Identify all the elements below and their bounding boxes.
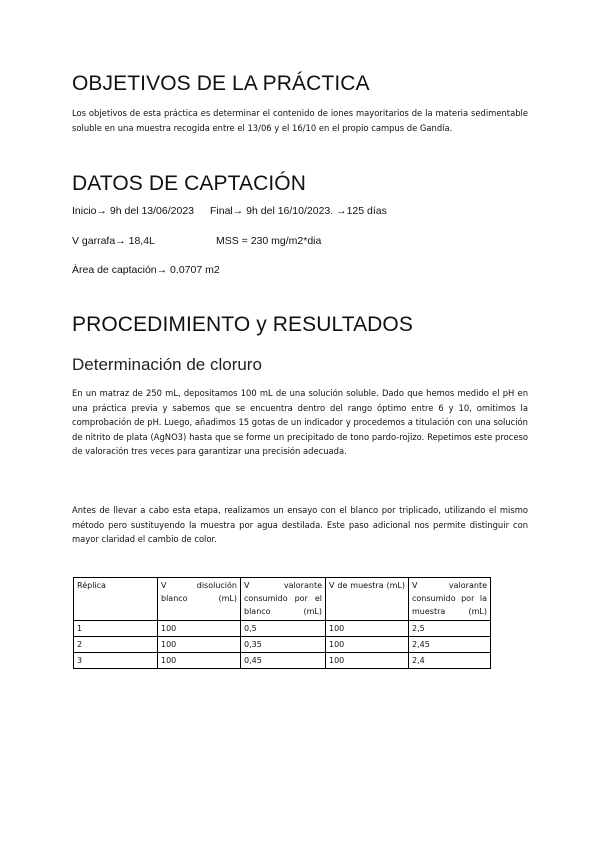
- procedimiento-heading: PROCEDIMIENTO y RESULTADOS: [72, 313, 413, 336]
- procedimiento-paragraph-1: En un matraz de 250 mL, depositamos 100 mL de una solución soluble. Dado que hemos medido el pH en una práctica previa y sabemos que se encuentra dentro del rango óptimo entre 6 y 10, omitimos la comprobación de pH. Luego, añadimos 15 gotas de un indicador y procedemos a titulación con una solución de nitrito de plata (AgNO3) hasta que se forme un precipitado de tono pardo-rojizo. Repetimos este proceso de valoración tres veces para garantizar una precisión adecuada.: [72, 388, 528, 457]
- datos-heading: DATOS DE CAPTACIÓN: [72, 172, 306, 195]
- table-row: [74, 653, 491, 669]
- table-row: [74, 620, 491, 636]
- table-cell: 2: [74, 636, 158, 652]
- table-cell: 1: [74, 620, 158, 636]
- area-line: Àrea de captación→ 0.0707 m2: [72, 264, 220, 276]
- table-cell: 100: [326, 620, 409, 636]
- garrafa-line: V garrafa→ 18,4L: [72, 235, 155, 247]
- inicio-line: Inicio→ 9h del 13/06/2023: [72, 205, 195, 217]
- cloruro-subheading: Determinación de cloruro: [72, 355, 262, 374]
- results-table: [73, 577, 491, 669]
- table-row: [74, 636, 491, 652]
- table-cell: 3: [74, 653, 158, 669]
- table-cell: 0,35: [241, 636, 326, 652]
- mss-line: MSS = 230 mg/m2*dia: [216, 235, 322, 247]
- final-line: Final→ 9h del 16/10/2023. →125 días: [210, 205, 387, 217]
- objetivos-heading: OBJETIVOS DE LA PRÁCTICA: [72, 72, 370, 95]
- table-cell: 2,45: [409, 636, 491, 652]
- procedimiento-paragraph-2: Antes de llevar a cabo esta etapa, realizamos un ensayo con el blanco por triplicado, utilizando el mismo método pero sustituyendo la muestra por agua destilada. Este paso adicional nos permite distinguir con mayor claridad el cambio de color.: [72, 505, 528, 545]
- header-v-valorante-blanco: V valorante consumido por el blanco (mL): [241, 578, 326, 621]
- table-cell: 100: [326, 636, 409, 652]
- table-cell: 100: [158, 620, 241, 636]
- table-cell: 0,45: [241, 653, 326, 669]
- header-v-valorante-muestra: V valorante consumido por la muestra (mL): [409, 578, 491, 621]
- table-cell: 0,5: [241, 620, 326, 636]
- table-header-row: [74, 578, 491, 621]
- header-v-disolucion-blanco: V disolución blanco (mL): [158, 578, 241, 621]
- table-cell: 100: [326, 653, 409, 669]
- table-cell: 2,4: [409, 653, 491, 669]
- table-cell: 100: [158, 636, 241, 652]
- objetivos-paragraph: Los objetivos de esta práctica es determinar el contenido de iones mayoritarios de la materia sedimentable soluble en una muestra recogida entre el 13/06 y el 16/10 en el propio campus de Gandía.: [72, 108, 528, 133]
- table-cell: 2,5: [409, 620, 491, 636]
- header-replica: Réplica: [74, 578, 158, 621]
- table-cell: 100: [158, 653, 241, 669]
- header-v-muestra: V de muestra (mL): [326, 578, 409, 621]
